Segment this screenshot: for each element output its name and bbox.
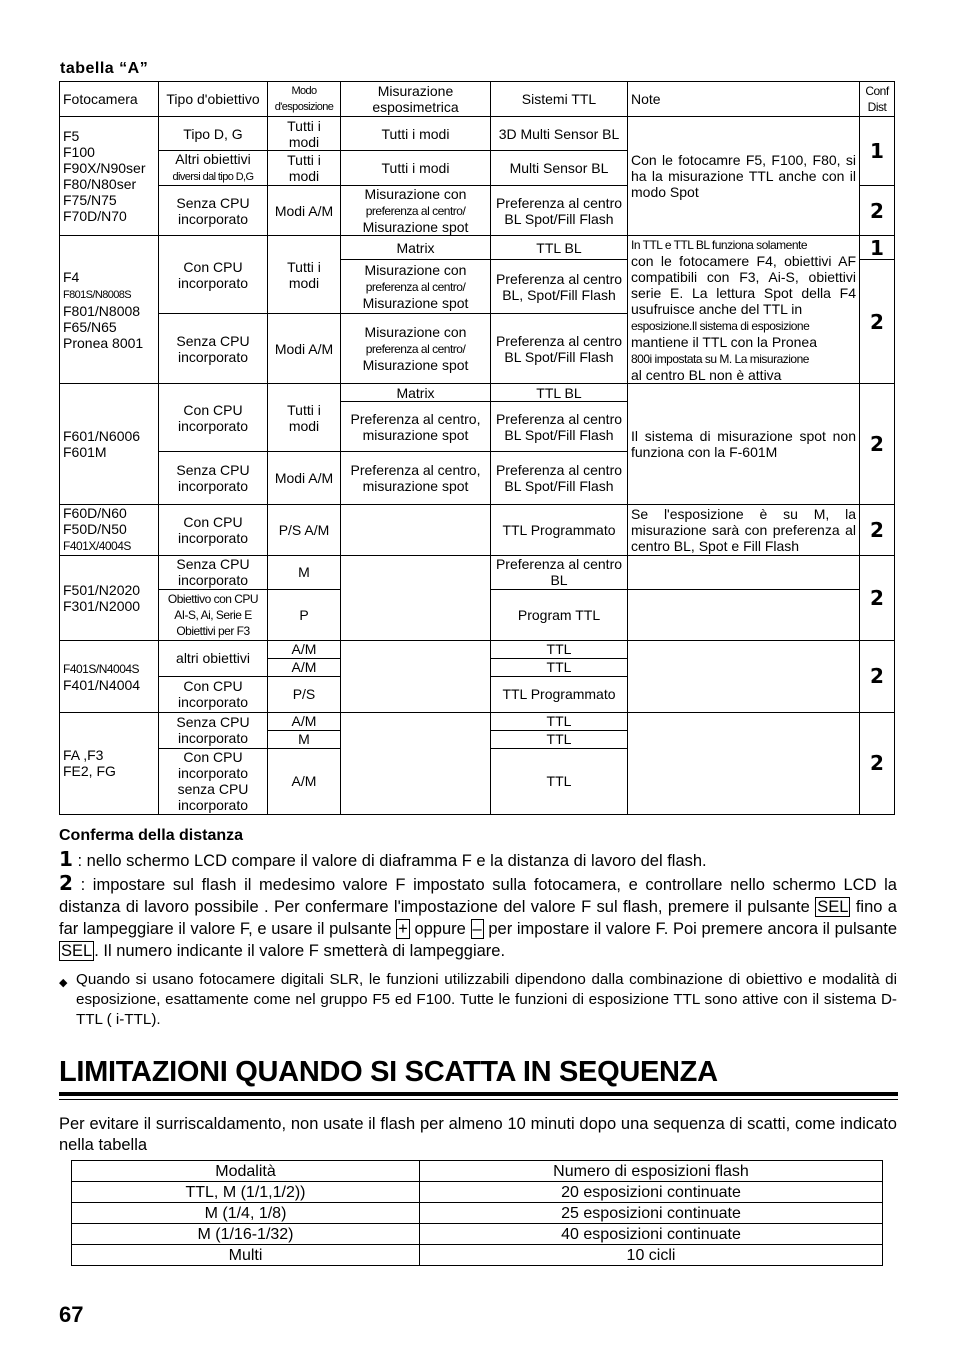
meter-cell [341,640,491,712]
meter-text: Misurazione spot [362,295,469,312]
count-cell: 10 cicli [420,1245,883,1266]
meter-cell: Tutti i modi [341,151,491,186]
meter-text: Misurazione spot [362,219,469,236]
ttl-cell: 3D Multi Sensor BL [491,117,628,151]
lens-text: Altri obiettivi [175,151,251,168]
camera-name: FA ,F3 [63,747,104,764]
meter-cell: Matrix [341,236,491,260]
table-row [72,1203,883,1224]
plus-button-label: + [398,920,408,938]
lens-cell: Senza CPU incorporato [159,555,268,589]
conf-dist-cell: 1 [860,236,895,260]
mode-cell: Modi A/M [268,314,341,384]
mode-cell: Modi A/M [268,452,341,504]
mode-cell: TTL, M (1/1,1/2)) [72,1182,420,1203]
lens-cell: Senza CPU incorporato [159,712,268,748]
mode-cell: A/M [268,748,341,814]
table-row [60,712,895,730]
ttl-cell: Preferenza al centro BL Spot/Fill Flash [491,186,628,236]
step-text: per impostare il valore F. Poi premere ancora il pulsante [488,920,898,938]
conferma-step-1 [59,848,897,872]
note-text: 800i impostata su M. La misurazione [631,352,809,367]
conferma-step-2 [59,872,897,962]
meter-text: Misurazione con [364,186,467,203]
ttl-cell: Preferenza al centro BL Spot/Fill Flash [491,314,628,384]
meter-cell [341,186,491,236]
minus-button-label: – [472,920,482,938]
lens-cell: Con CPU incorporato [159,236,268,314]
step-text: oppure [414,920,466,938]
ttl-cell: TTL [491,748,628,814]
camera-name: F801S/N8008S [63,288,132,301]
camera-name: F601M [63,443,107,460]
table-row [60,117,895,151]
lens-cell: Con CPU incorporato [159,504,268,555]
meter-text: preferenza al centro/ [365,342,466,357]
note-text: In TTL e TTL BL funziona solamente [631,238,807,253]
diamond-bullet-icon: ◆ [59,977,68,989]
camera-name: FE2, FG [63,763,116,780]
note-cell [628,640,860,712]
camera-name: F75/N75 [63,192,117,209]
mode-cell: P/S [268,676,341,712]
step-text: . Il numero indicante il valore F smetterà di lampeggiare. [94,942,506,960]
camera-name: F50D/N50 [63,521,127,538]
conferma-title: Conferma della distanza [59,827,244,844]
table-header-row [72,1161,883,1182]
meter-cell [341,712,491,814]
ttl-cell: Preferenza al centro BL, Spot/Fill Flash [491,260,628,314]
table-row [72,1224,883,1245]
meter-cell: Tutti i modi [341,117,491,151]
lens-text: AI-S, Ai, Serie E [174,607,252,622]
mode-cell: A/M [268,712,341,730]
mode-cell: A/M [268,640,341,658]
lens-cell: altri obiettivi [159,640,268,676]
conf-dist-cell: 2 [860,186,895,236]
lens-text: Obiettivi per F3 [176,623,250,638]
page-number: 67 [59,1302,84,1327]
camera-name: F401X/4004S [63,539,131,554]
table-row [72,1182,883,1203]
camera-name: F100 [63,144,95,161]
title-rule [59,1092,898,1096]
camera-cell [60,712,159,814]
lens-cell: Senza CPU incorporato [159,186,268,236]
conf-dist-cell: 1 [860,117,895,186]
mode-cell: M [268,555,341,589]
mode-cell: Tutti i modi [268,236,341,314]
section-title: LIMITAZIONI QUANDO SI SCATTA IN SEQUENZA [59,1056,718,1088]
conf-dist-cell: 2 [860,712,895,814]
table-row [60,640,895,658]
table-row [60,384,895,402]
mode-cell: M (1/16-1/32) [72,1224,420,1245]
note-text: Quando si usano fotocamere digitali SLR, le funzioni utilizzabili dipendono dalla combinazione di obiettivo e modalità di esposizione, esattamente come nel gruppo F5 ed F100. Tutte le funzioni di esposizione TTL sono attive con il sistema D-TTL ( i-TTL). [76,971,897,1028]
conf-dist-cell: 2 [860,384,895,504]
meter-cell [341,314,491,384]
conf-dist-cell: 2 [860,260,895,384]
lens-cell [159,151,268,186]
camera-cell [60,117,159,236]
ttl-cell: TTL BL [491,384,628,402]
lens-cell: Con CPU incorporato senza CPU incorporato [159,748,268,814]
meter-cell: Matrix [341,384,491,402]
camera-name: F601/N6006 [63,427,141,444]
header-cell: Sistemi TTL [491,82,628,117]
mode-cell: P/S A/M [268,504,341,555]
mode-cell: P [268,589,341,640]
step-number: 1 [59,847,73,871]
camera-name: F401/N4004 [63,676,141,693]
ttl-cell: TTL [491,712,628,730]
note-cell: Il sistema di misurazione spot non funziona con la F-601M [628,384,860,504]
table-header-row [60,82,895,117]
meter-cell: Preferenza al centro, misurazione spot [341,452,491,504]
mode-cell: Tutti i modi [268,384,341,452]
meter-cell [341,555,491,640]
meter-text: preferenza al centro/ [365,204,466,219]
ttl-cell: Preferenza al centro BL [491,555,628,589]
camera-cell [60,640,159,712]
mode-cell: M [268,730,341,748]
note-cell [628,712,860,814]
lens-text: diversi dal tipo D,G [172,171,254,184]
header-cell: Tipo d'obiettivo [159,82,268,117]
step-text: : nello schermo LCD compare il valore di diaframma F e la distanza di lavoro del flash. [77,852,707,870]
mode-cell: Tutti i modi [268,151,341,186]
mode-cell: Modi A/M [268,186,341,236]
note-cell [628,236,860,384]
ttl-cell: TTL [491,658,628,676]
camera-cell [60,236,159,384]
digital-slr-note [59,970,897,1030]
ttl-cell: TTL [491,730,628,748]
title-rule [59,1099,898,1100]
camera-name: F60D/N60 [63,505,127,522]
header-cell: Modo d'esposizione [268,82,341,117]
meter-text: Misurazione con [364,262,467,279]
step-number: 2 [59,871,73,895]
camera-name: F301/N2000 [63,597,141,614]
section-intro: Per evitare il surriscaldamento, non usate il flash per almeno 10 minuti dopo una sequenza di scatti, come indicato nella tabella [59,1115,897,1154]
meter-text: preferenza al centro/ [365,280,466,295]
count-cell: 20 esposizioni continuate [420,1182,883,1203]
camera-name: F801/N8008 [63,302,141,319]
count-cell: 40 esposizioni continuate [420,1224,883,1245]
note-cell: Con le fotocamre F5, F100, F80, si ha la misurazione TTL anche con il modo Spot [628,117,860,236]
ttl-cell: TTL Programmato [491,676,628,712]
mode-cell: Multi [72,1245,420,1266]
sel-button-label: SEL [61,942,93,960]
step-text: : impostare sul flash il medesimo valore F impostato sulla fotocamera, e controllare nello schermo LCD la distanza di lavoro possibile . Per confermare l'impostazione del valore F sul flash, premere il pulsante [59,876,897,916]
sequence-table [71,1160,883,1266]
meter-cell: Preferenza al centro, misurazione spot [341,402,491,452]
table-row [60,504,895,555]
conf-dist-cell: 2 [860,640,895,712]
table-row [72,1245,883,1266]
lens-cell: Con CPU incorporato [159,676,268,712]
camera-name: F80/N80ser [63,176,137,193]
camera-name: F65/N65 [63,318,117,335]
lens-cell: Senza CPU incorporato [159,452,268,504]
meter-cell [341,260,491,314]
table-row [60,236,895,260]
conf-dist-cell: 2 [860,504,895,555]
header-cell: Modalità [72,1161,420,1182]
step-text: fino a far lampeggiare il valore F, e usare il pulsante [59,898,897,938]
camera-cell [60,504,159,555]
compatibility-table [59,81,895,815]
mode-cell: M (1/4, 1/8) [72,1203,420,1224]
note-text: con le fotocamere F4, obiettivi AF compatibili con F3, Ai-S, obiettivi serie E. La lettura Spot della F4 usufruisce anche del TTL in [631,253,856,318]
lens-text: Obiettivo con CPU [167,591,259,606]
camera-name: F501/N2020 [63,581,141,598]
mode-cell: Tutti i modi [268,117,341,151]
camera-name: F5 [63,128,80,145]
ttl-cell: TTL [491,640,628,658]
camera-cell [60,555,159,640]
header-cell: Numero di esposizioni flash [420,1161,883,1182]
lens-cell: Senza CPU incorporato [159,314,268,384]
table-row [60,555,895,589]
lens-cell: Con CPU incorporato [159,384,268,452]
header-cell: Misurazione esposimetrica [341,82,491,117]
camera-cell [60,384,159,504]
note-cell: Se l'esposizione è su M, la misurazione sarà con preferenza al centro BL, Spot e Fill Flash [628,504,860,555]
note-text: al centro BL non è attiva [631,367,782,384]
mode-cell: A/M [268,658,341,676]
header-cell: Note [628,82,860,117]
note-text: esposizione.Il sistema di esposizione [631,319,810,334]
note-text: mantiene il TTL con la Pronea [631,334,817,351]
meter-text: Misurazione spot [362,357,469,374]
camera-name: Pronea 8001 [63,334,144,351]
ttl-cell: Multi Sensor BL [491,151,628,186]
camera-name: F401S/N4004S [63,661,140,676]
ttl-cell: Program TTL [491,589,628,640]
ttl-cell: TTL BL [491,236,628,260]
lens-cell: Tipo D, G [159,117,268,151]
ttl-cell: Preferenza al centro BL Spot/Fill Flash [491,402,628,452]
header-cell: Conf Dist [860,82,895,117]
conf-dist-cell: 2 [860,555,895,640]
note-cell [628,589,860,640]
meter-cell [341,504,491,555]
camera-name: F90X/N90ser [63,160,146,177]
sel-button-label: SEL [817,898,849,916]
ttl-cell: TTL Programmato [491,504,628,555]
count-cell: 25 esposizioni continuate [420,1203,883,1224]
table-a-title: tabella “A” [60,60,149,77]
ttl-cell: Preferenza al centro BL Spot/Fill Flash [491,452,628,504]
header-cell: Fotocamera [60,82,159,117]
camera-name: F4 [63,268,80,285]
camera-name: F70D/N70 [63,208,127,225]
meter-text: Misurazione con [364,324,467,341]
lens-cell [159,589,268,640]
note-cell [628,555,860,589]
